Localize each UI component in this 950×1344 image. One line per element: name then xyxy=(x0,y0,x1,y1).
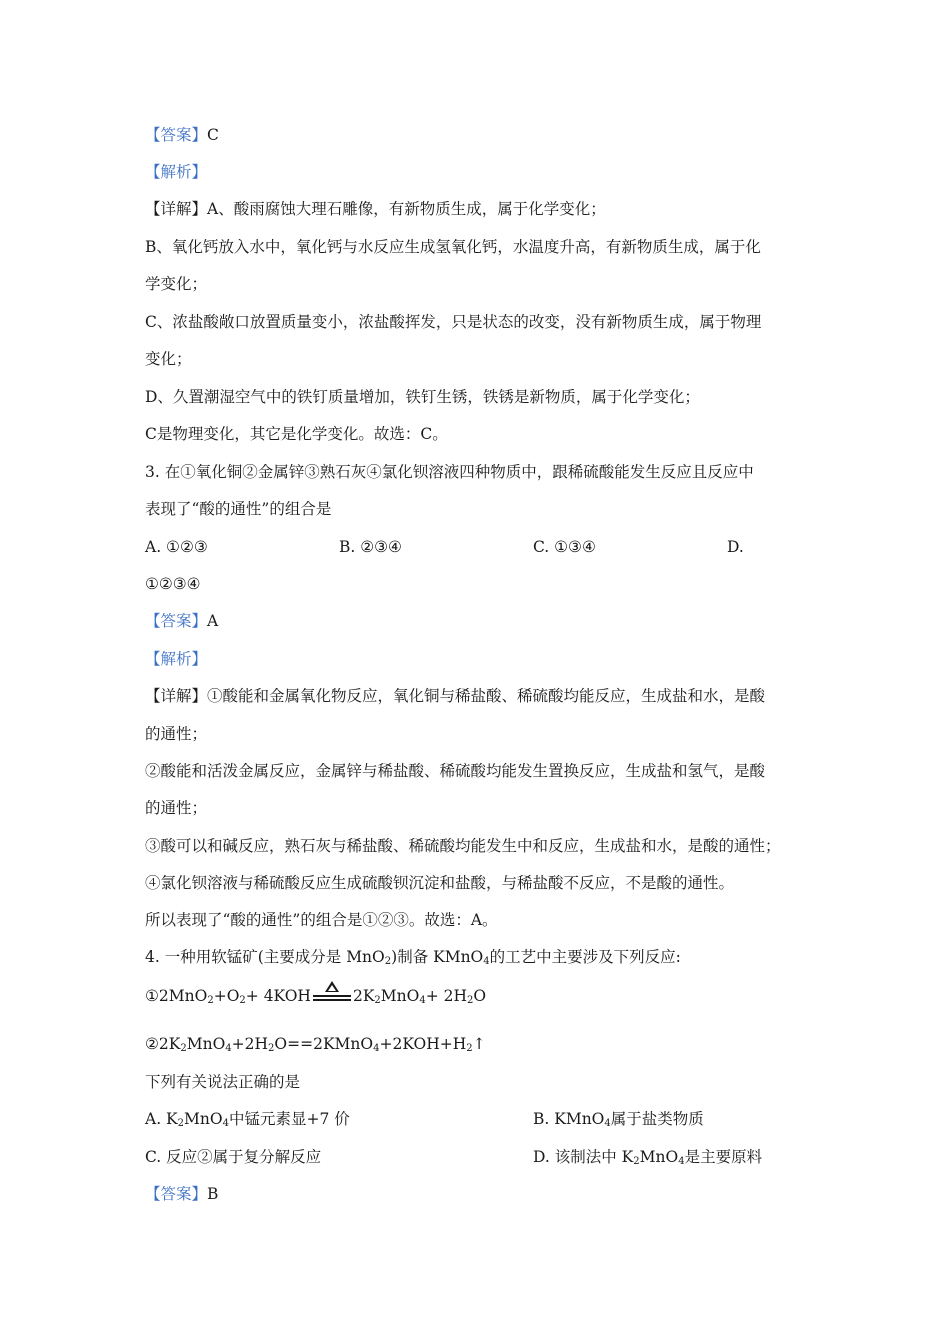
q3-detail-line: ②酸能和活泼金属反应，金属锌与稀盐酸、稀硫酸均能发生置换反应，生成盐和氢气，是酸 xyxy=(145,762,766,780)
option-c: C. 反应②属于复分解反应 xyxy=(145,1148,322,1166)
q3-detail-line: ④氯化钡溶液与稀硫酸反应生成硫酸钡沉淀和盐酸，与稀盐酸不反应，不是酸的通性。 xyxy=(145,874,735,892)
q4-equation-1: $①2MnO_2+O_2+ 4KOH$ $2K_2MnO_4+ 2H_2O$ xyxy=(145,985,815,1007)
answer-value: C xyxy=(207,126,219,144)
answer-tag: 【答案】 xyxy=(145,126,208,144)
q3-detail-line: 的通性； xyxy=(145,799,208,817)
q2-analysis-heading xyxy=(145,161,815,183)
option-b: B. ②③④ xyxy=(339,538,402,556)
detail-text: A、酸雨腐蚀大理石雕像，有新物质生成，属于化学变化； xyxy=(207,200,606,218)
q3-analysis-heading xyxy=(145,648,815,670)
q2-detail-line: C、浓盐酸敞口放置质量变小，浓盐酸挥发，只是状态的改变，没有新物质生成，属于物理 xyxy=(145,313,762,331)
detail-tag: 【详解】 xyxy=(145,687,208,705)
q3-stem: 3. 在①氧化铜②金属锌③熟石灰④氯化钡溶液四种物质中，跟稀硫酸能发生反应且反应中 xyxy=(145,463,754,481)
q3-detail-line xyxy=(145,685,815,707)
option-b: B. KMnO$_4$属于盐类物质 xyxy=(533,1110,704,1129)
q3-stem: 表现了“酸的通性”的组合是 xyxy=(145,500,332,518)
option-a: A. ①②③ xyxy=(145,538,208,556)
q4-equation-2: $②2K_2MnO_4+2H_2O==2KMnO_4+2KOH+H_2↑$ xyxy=(145,1035,486,1054)
analysis-tag: 【解析】 xyxy=(145,650,208,668)
answer-tag: 【答案】 xyxy=(145,612,208,630)
answer-value: A xyxy=(207,612,219,630)
q2-detail-line: 学变化； xyxy=(145,275,208,293)
option-c: C. ①③④ xyxy=(533,538,596,556)
heating-condition-icon xyxy=(313,987,351,1003)
detail-tag: 【详解】 xyxy=(145,200,208,218)
q3-answer xyxy=(145,610,815,632)
answer-tag: 【答案】 xyxy=(145,1185,208,1203)
option-a: A. $K_2MnO_4$中锰元素显+7 价 xyxy=(145,1110,350,1129)
q4-answer xyxy=(145,1183,815,1205)
q3-detail-line: ③酸可以和碱反应，熟石灰与稀盐酸、稀硫酸均能发生中和反应，生成盐和水，是酸的通性； xyxy=(145,837,781,855)
option-d-wrap: ①②③④ xyxy=(145,575,201,593)
q2-detail-line: B、氧化钙放入水中，氧化钙与水反应生成氢氧化钙，水温度升高，有新物质生成，属于化 xyxy=(145,238,761,256)
option-d: D. 该制法中 $K_2MnO_4$是主要原料 xyxy=(533,1148,763,1167)
q2-detail-line: 变化； xyxy=(145,350,192,368)
q2-detail-line: C是物理变化，其它是化学变化。故选：C。 xyxy=(145,425,448,443)
analysis-tag: 【解析】 xyxy=(145,163,208,181)
option-d: D. xyxy=(727,538,744,556)
q4-stem: 4. 一种用软锰矿(主要成分是 MnO$_2$)制备 KMnO$_4$的工艺中主要涉及下列反应: xyxy=(145,948,681,967)
q2-detail-line: D、久置潮湿空气中的铁钉质量增加，铁钉生锈，铁锈是新物质，属于化学变化； xyxy=(145,388,700,406)
detail-text: ①酸能和金属氧化物反应，氧化铜与稀盐酸、稀硫酸均能反应，生成盐和水，是酸 xyxy=(207,687,766,705)
q4-question: 下列有关说法正确的是 xyxy=(145,1073,301,1091)
q3-detail-line: 所以表现了“酸的通性”的组合是①②③。故选：A。 xyxy=(145,911,498,929)
q3-detail-line: 的通性； xyxy=(145,725,208,743)
answer-value: B xyxy=(207,1185,219,1203)
q2-answer xyxy=(145,124,815,146)
gas-arrow-icon: ↑ xyxy=(472,1035,486,1053)
q2-detail-line xyxy=(145,198,815,220)
